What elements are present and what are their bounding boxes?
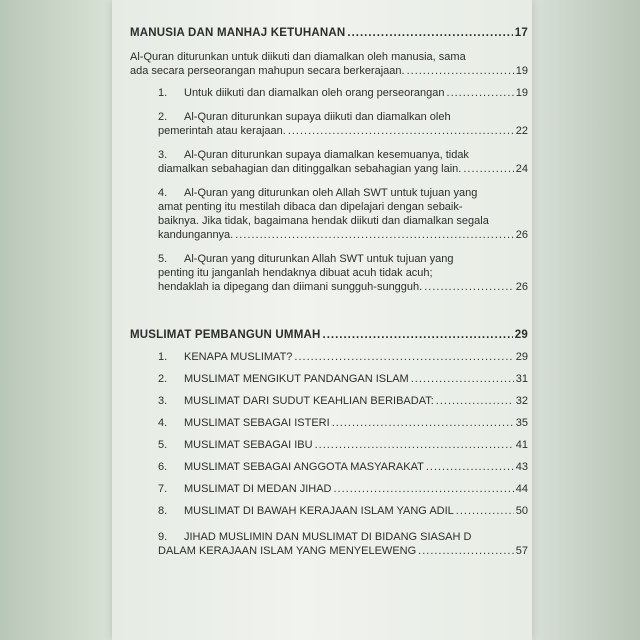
background-left — [0, 0, 120, 640]
toc-entry — [130, 186, 528, 200]
entry-text: Al-Quran yang diturunkan oleh Allah SWT untuk tujuan yang — [184, 187, 478, 199]
entry-text: MUSLIMAT DI MEDAN JIHAD — [184, 483, 332, 495]
toc-entry — [130, 372, 528, 394]
entry-number: 2. — [158, 373, 168, 385]
entry-text: penting itu janganlah hendaknya dibuat acuh tidak acuh; — [158, 267, 433, 279]
page-number: 57 — [515, 545, 528, 557]
toc-entry-continuation — [130, 228, 528, 242]
page-number: 35 — [515, 417, 528, 429]
toc-entry — [130, 416, 528, 438]
entry-text: Untuk diikuti dan diamalkan oleh orang perseorangan — [184, 87, 445, 99]
leader-dots — [294, 350, 513, 364]
page-number: 43 — [515, 461, 528, 473]
book-page — [112, 0, 532, 640]
intro-line — [130, 50, 528, 64]
entry-number: 1. — [158, 87, 168, 99]
intro-line — [130, 64, 528, 78]
page-number: 22 — [515, 125, 528, 137]
intro-text-2: ada secara perseorangan mahupun secara berkerajaan. — [130, 65, 405, 77]
entry-text: amat penting itu mestilah dibaca dan dipelajari dengan sebaik- — [158, 201, 463, 213]
page-number: 44 — [515, 483, 528, 495]
toc-entry-continuation — [130, 200, 528, 214]
page-number: 31 — [515, 373, 528, 385]
entry-text: pemerintah atau kerajaan. — [158, 125, 286, 137]
section-heading — [130, 26, 528, 40]
section-title: MUSLIMAT PEMBANGUN UMMAH — [130, 329, 321, 341]
entry-number: 9. — [158, 531, 168, 543]
leader-dots — [347, 26, 512, 40]
leader-dots — [323, 328, 513, 342]
leader-dots — [424, 280, 514, 294]
entry-number: 2. — [158, 111, 168, 123]
entry-text: MUSLIMAT DARI SUDUT KEAHLIAN BERIBADAT: — [184, 395, 434, 407]
leader-dots — [332, 416, 514, 430]
leader-dots — [456, 504, 514, 518]
entry-number: 5. — [158, 439, 168, 451]
entry-text: MUSLIMAT SEBAGAI ISTERI — [184, 417, 330, 429]
entry-number: 3. — [158, 395, 168, 407]
entry-number: 7. — [158, 483, 168, 495]
page-number: 29 — [515, 351, 528, 363]
toc-entry-continuation — [130, 124, 528, 138]
leader-dots — [288, 124, 514, 138]
toc-entry-continuation — [130, 266, 528, 280]
toc-entry-continuation — [130, 162, 528, 176]
entry-text: Al-Quran yang diturunkan Allah SWT untuk tujuan yang — [184, 253, 454, 265]
leader-dots — [418, 544, 514, 558]
entry-text: MUSLIMAT SEBAGAI ANGGOTA MASYARAKAT — [184, 461, 424, 473]
page-number: 32 — [515, 395, 528, 407]
background-right — [530, 0, 640, 640]
entry-text: KENAPA MUSLIMAT? — [184, 351, 293, 363]
leader-dots — [411, 372, 514, 386]
toc-entry — [130, 110, 528, 124]
entry-text: DALAM KERAJAAN ISLAM YANG MENYELEWENG — [158, 545, 417, 557]
toc-entry — [130, 350, 528, 372]
page-number: 50 — [515, 505, 528, 517]
page-number: 41 — [515, 439, 528, 451]
toc-entry — [130, 394, 528, 416]
entry-text: MUSLIMAT SEBAGAI IBU — [184, 439, 313, 451]
section-title: MANUSIA DAN MANHAJ KETUHANAN — [130, 27, 346, 39]
entry-text: MUSLIMAT DI BAWAH KERAJAAN ISLAM YANG ADIL — [184, 505, 454, 517]
page-number: 19 — [515, 65, 528, 77]
entry-number: 4. — [158, 187, 168, 199]
entry-text: Al-Quran diturunkan supaya diikuti dan diamalkan oleh — [184, 111, 451, 123]
page-number: 26 — [515, 229, 528, 241]
leader-dots — [235, 228, 514, 242]
page-number: 29 — [514, 329, 528, 341]
entry-number: 5. — [158, 253, 168, 265]
leader-dots — [334, 482, 514, 496]
leader-dots — [315, 438, 514, 452]
leader-dots — [426, 460, 514, 474]
entry-text: MUSLIMAT MENGIKUT PANDANGAN ISLAM — [184, 373, 409, 385]
entry-text: Al-Quran diturunkan supaya diamalkan kesemuanya, tidak — [184, 149, 469, 161]
entry-text: kandungannya. — [158, 229, 234, 241]
toc-entry — [130, 86, 528, 100]
section-heading — [130, 328, 528, 342]
toc-entry — [130, 482, 528, 504]
entry-text: JIHAD MUSLIMIN DAN MUSLIMAT DI BIDANG SIASAH D — [184, 531, 472, 543]
entry-number: 6. — [158, 461, 168, 473]
toc-entry — [130, 504, 528, 526]
entry-number: 3. — [158, 149, 168, 161]
leader-dots — [407, 64, 514, 78]
entry-text: baiknya. Jika tidak, bagaimana hendak diikuti dan diamalkan segala — [158, 215, 489, 227]
page-number: 24 — [515, 163, 528, 175]
page-number: 26 — [515, 281, 528, 293]
leader-dots — [447, 86, 514, 100]
toc-entry-continuation — [130, 214, 528, 228]
page-number: 17 — [514, 27, 528, 39]
toc-entry — [130, 460, 528, 482]
toc-entry-continuation — [130, 544, 528, 558]
intro-text-1: Al-Quran diturunkan untuk diikuti dan diamalkan oleh manusia, sama — [130, 51, 466, 63]
toc-entry — [130, 530, 528, 544]
entry-number: 8. — [158, 505, 168, 517]
toc-entry-continuation — [130, 280, 528, 294]
toc-entry — [130, 148, 528, 162]
leader-dots — [463, 162, 513, 176]
entry-text: diamalkan sebahagian dan ditinggalkan sebahagian yang lain. — [158, 163, 462, 175]
toc-entry — [130, 252, 528, 266]
entry-number: 1. — [158, 351, 168, 363]
entry-number: 4. — [158, 417, 168, 429]
toc-entry — [130, 438, 528, 460]
page-number: 19 — [515, 87, 528, 99]
table-of-contents — [130, 26, 528, 558]
leader-dots — [436, 394, 514, 408]
entry-text: hendaklah ia dipegang dan diimani sungguh-sungguh. — [158, 281, 423, 293]
